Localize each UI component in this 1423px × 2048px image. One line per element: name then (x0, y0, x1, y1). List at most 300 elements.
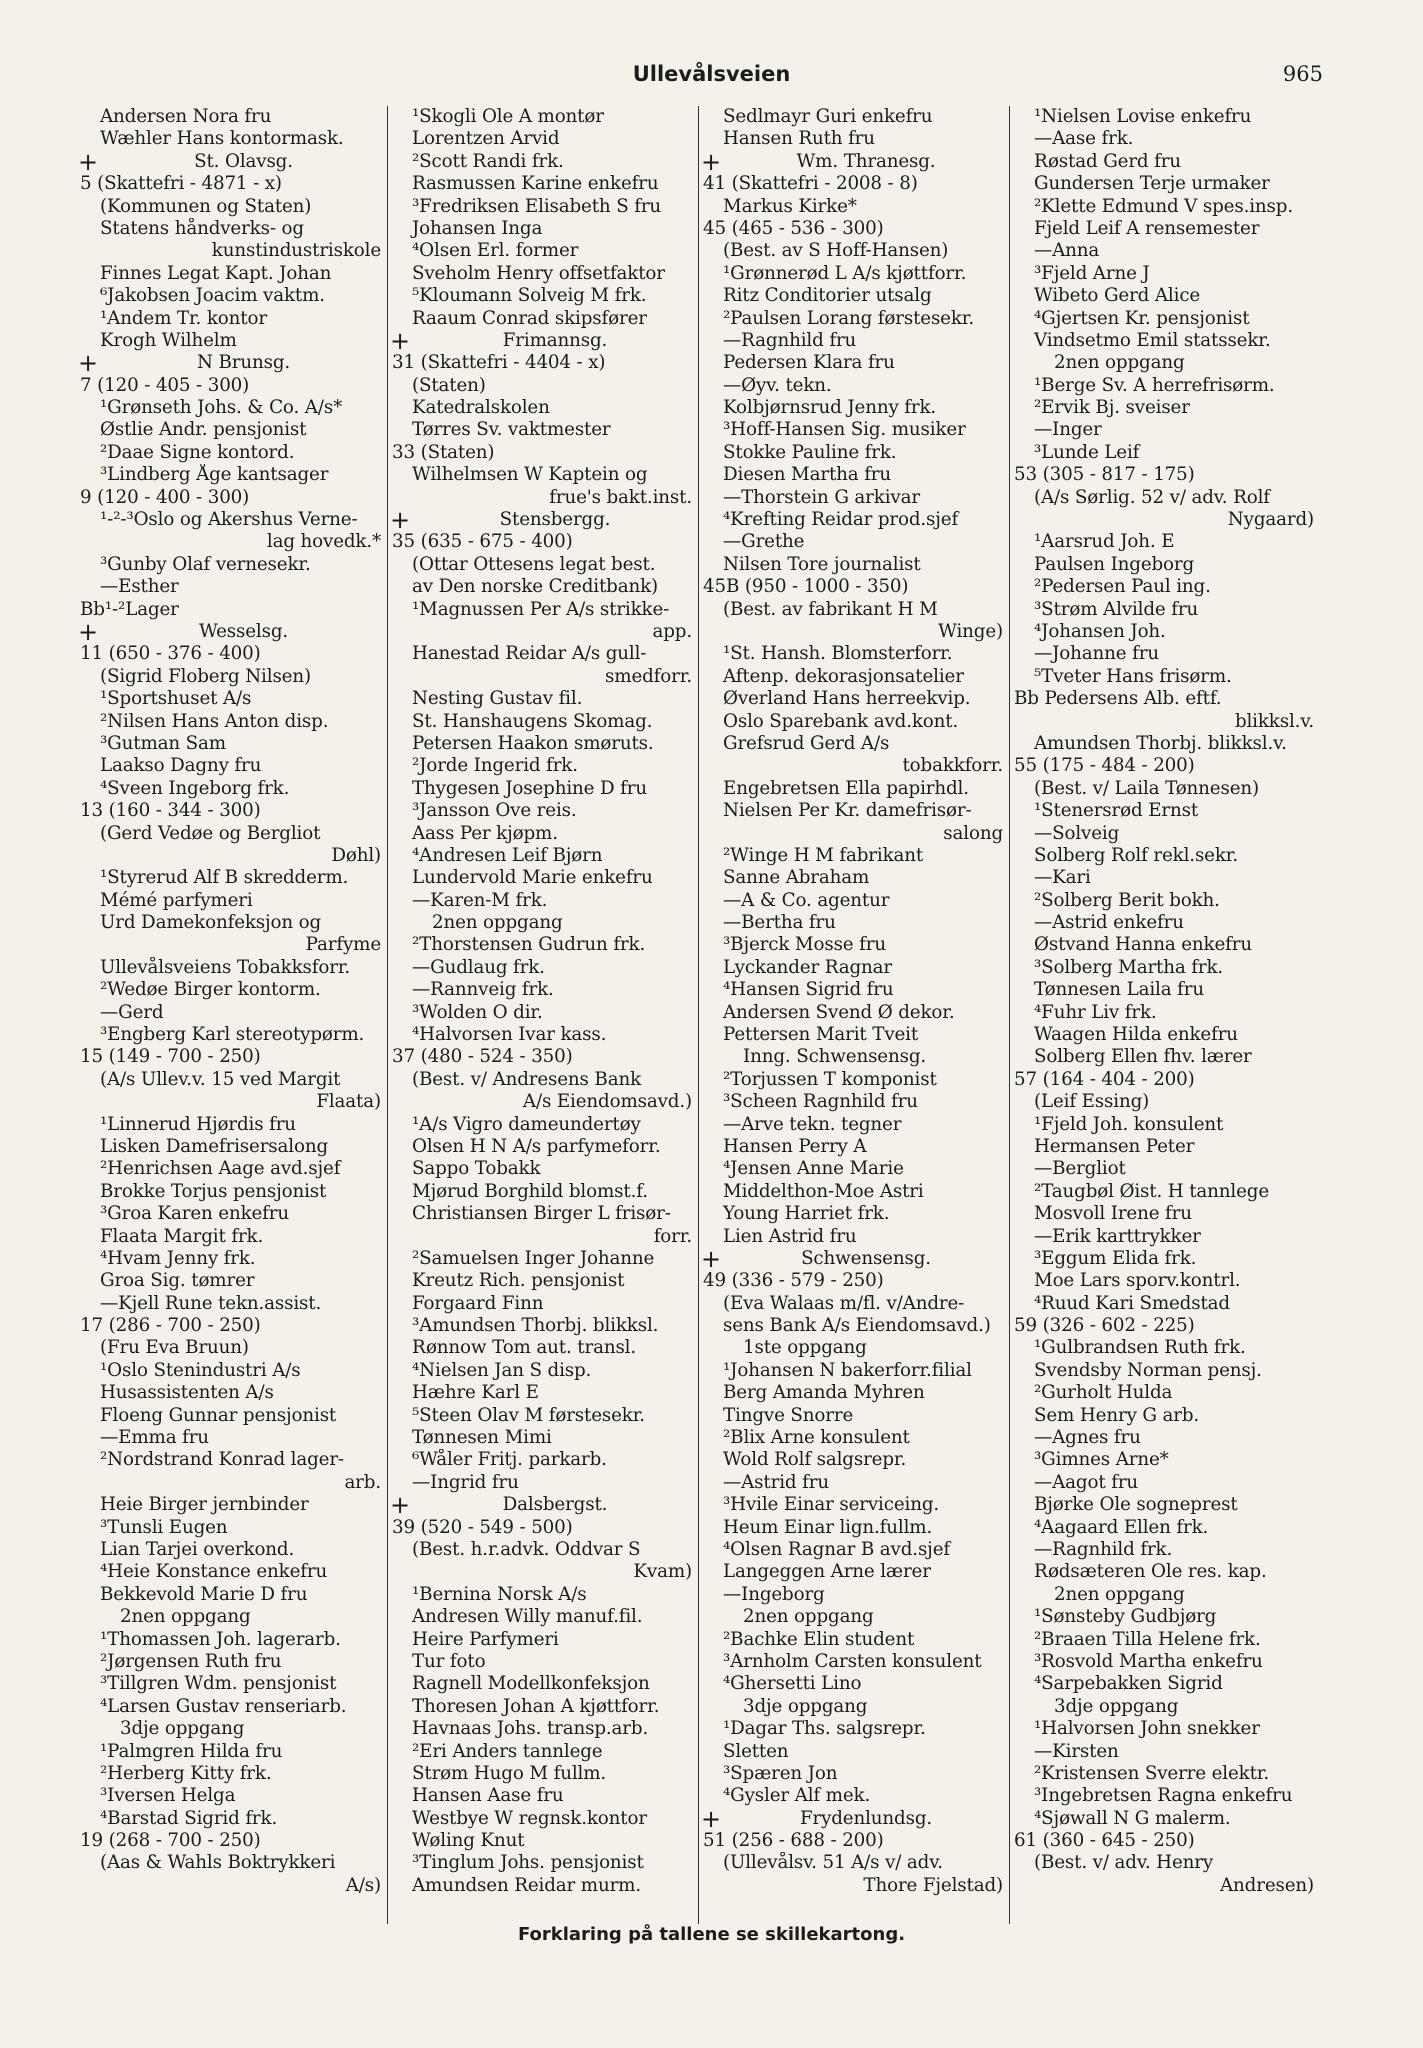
cross-street (699, 151, 1009, 173)
address-number: 59 (326 - 602 - 225) (1014, 1315, 1195, 1337)
address-number: 5 (Skattefri - 4871 - x) (80, 173, 282, 195)
directory-entry: Diesen Martha fru (723, 464, 892, 486)
directory-entry: ⁴Hansen Sigrid fru (723, 979, 894, 1001)
directory-entry: —Ragnhild fru (723, 329, 857, 351)
directory-entry: —Ingrid fru (412, 1471, 519, 1493)
directory-entry: Oslo Sparebank avd.kont. (723, 710, 959, 732)
cross-street-name: Wesselsg. (198, 620, 289, 642)
directory-entry: Ragnell Modellkonfeksjon (412, 1673, 650, 1695)
directory-entry: ¹Thomassen Joh. lagerarb. (100, 1628, 341, 1650)
directory-entry: ¹Sønsteby Gudbjørg (1034, 1606, 1217, 1628)
directory-entry: (Ottar Ottesens legat best. (412, 553, 656, 575)
directory-entry: Solberg Rolf rekl.sekr. (1034, 844, 1239, 866)
directory-entry: ³Strøm Alvilde fru (1034, 598, 1199, 620)
crossing-icon: + (78, 352, 98, 375)
directory-entry: frue's bakt.inst. (549, 486, 692, 508)
directory-entry: ⁴Ghersetti Lino (723, 1673, 862, 1695)
directory-entry: Nesting Gustav fil. (412, 688, 583, 710)
directory-entry: Raaum Conrad skipsfører (412, 307, 647, 329)
directory-entry: Kolbjørnsrud Jenny frk. (723, 397, 937, 419)
directory-entry: Gundersen Terje urmaker (1034, 173, 1270, 195)
address-number: 11 (650 - 376 - 400) (80, 643, 261, 665)
directory-entry: ⁴Aagaard Ellen frk. (1034, 1516, 1209, 1538)
address-number: 31 (Skattefri - 4404 - x) (392, 352, 606, 374)
directory-entry: Grefsrud Gerd A/s (723, 732, 890, 754)
directory-entry: ¹-²-³Oslo og Akershus Verne- (100, 509, 358, 531)
directory-entry: Sanne Abraham (723, 867, 870, 889)
directory-entry: —Solveig (1034, 822, 1120, 844)
directory-entry: (Aas & Wahls Boktrykkeri (100, 1852, 336, 1874)
directory-entry: Berg Amanda Myhren (723, 1382, 925, 1404)
directory-entry: Pettersen Marit Tveit (723, 1024, 919, 1046)
directory-entry: —Astrid fru (723, 1471, 829, 1493)
page-title: Ullevålsveien (632, 62, 791, 86)
directory-entry: Thoresen Johan A kjøttforr. (412, 1695, 660, 1717)
directory-entry: ²Bachke Elin student (723, 1628, 915, 1650)
directory-entry: ¹Skogli Ole A montør (412, 106, 604, 127)
directory-entry: ³Solberg Martha frk. (1034, 956, 1224, 978)
directory-entry: ¹Gulbrandsen Ruth frk. (1034, 1337, 1246, 1359)
column-2 (387, 106, 698, 1924)
directory-entry: Olsen H N A/s parfymeforr. (412, 1135, 661, 1157)
directory-entry: arb. (344, 1471, 381, 1493)
directory-entry: ⁴Andresen Leif Bjørn (412, 844, 603, 866)
directory-entry: Petersen Haakon smøruts. (412, 732, 654, 754)
directory-entry: ³Gunby Olaf vernesekr. (100, 553, 311, 575)
directory-entry: Forgaard Finn (412, 1292, 544, 1314)
address-number: 13 (160 - 344 - 300) (80, 800, 261, 822)
directory-entry: ³Bjerck Mosse fru (723, 934, 886, 956)
directory-entry: ²Nilsen Hans Anton disp. (100, 710, 329, 732)
directory-entry: Young Harriet frk. (723, 1203, 890, 1225)
directory-entry: ²Braaen Tilla Helene frk. (1034, 1628, 1261, 1650)
directory-entry: ³Eggum Elida frk. (1034, 1247, 1197, 1269)
directory-entry: Nilsen Tore journalist (723, 553, 921, 575)
directory-entry: ²Blix Arne konsulent (723, 1427, 910, 1449)
page-number: 965 (1282, 62, 1323, 86)
directory-entry: lag hovedk.* (266, 531, 381, 553)
address-number: 19 (268 - 700 - 250) (80, 1830, 261, 1852)
directory-entry: Svendsby Norman pensj. (1034, 1359, 1262, 1381)
directory-entry: A/s Eiendomsavd.) (522, 1091, 692, 1113)
address-number: Bb¹-²Lager (80, 598, 179, 620)
address-number: 37 (480 - 524 - 350) (392, 1046, 573, 1068)
directory-entry: —Anna (1034, 240, 1100, 262)
directory-entry: ⁴Barstad Sigrid frk. (100, 1807, 278, 1829)
directory-entry: —Gerd (100, 1001, 164, 1023)
directory-entry: —Kirsten (1034, 1740, 1119, 1762)
directory-columns (76, 106, 1320, 1924)
directory-entry: ³Groa Karen enkefru (100, 1203, 290, 1225)
directory-entry: Moe Lars sporv.kontrl. (1034, 1270, 1241, 1292)
directory-entry: ²Gurholt Hulda (1034, 1382, 1173, 1404)
directory-entry: —Bertha fru (723, 912, 836, 934)
crossing-icon: + (701, 1247, 721, 1271)
directory-entry: Amundsen Reidar murm. (412, 1874, 641, 1896)
directory-entry: ³Engberg Karl stereotypørm. (100, 1024, 365, 1046)
directory-entry: Westbye W regnsk.kontor (412, 1807, 647, 1829)
directory-entry: Mjørud Borghild blomst.f. (412, 1180, 648, 1202)
directory-entry: (Staten) (412, 374, 486, 396)
directory-entry: ²Herberg Kitty frk. (100, 1762, 272, 1784)
directory-entry: Markus Kirke* (723, 195, 857, 217)
directory-entry: ²Jørgensen Ruth fru (100, 1650, 282, 1672)
directory-entry: Lian Tarjei overkond. (100, 1539, 295, 1560)
directory-entry: Krogh Wilhelm (100, 329, 237, 351)
directory-entry: ³Ingebretsen Ragna enkefru (1034, 1785, 1293, 1807)
address-number: 45B (950 - 1000 - 350) (703, 576, 909, 598)
directory-entry: —Johanne fru (1034, 643, 1159, 665)
directory-entry: ⁴Jensen Anne Marie (723, 1158, 904, 1180)
directory-entry: Ullevålsveiens Tobakksforr. (100, 956, 351, 978)
directory-entry: 2nen oppgang (432, 912, 563, 934)
directory-entry: Lien Astrid fru (723, 1225, 857, 1247)
directory-entry: (Best. av S Hoff-Hansen) (723, 240, 949, 262)
address-number: 53 (305 - 817 - 175) (1014, 464, 1195, 486)
address-number: 33 (Staten) (392, 441, 495, 463)
cross-street-name: Frydenlundsg. (799, 1807, 933, 1829)
directory-entry: ²Eri Anders tannlege (412, 1740, 603, 1762)
directory-entry: Fjeld Leif A rensemester (1034, 217, 1260, 239)
directory-entry: ²Klette Edmund V spes.insp. (1034, 195, 1293, 217)
directory-entry: ¹Bernina Norsk A/s (412, 1583, 587, 1605)
address-number: 55 (175 - 484 - 200) (1014, 755, 1195, 777)
directory-entry: ²Pedersen Paul ing. (1034, 576, 1211, 598)
crossing-icon: + (701, 1807, 721, 1831)
directory-entry: (A/s Sørlig. 52 v/ adv. Rolf (1034, 486, 1270, 508)
directory-entry: ¹St. Hansh. Blomsterforr. (723, 643, 953, 665)
directory-entry: Floeng Gunnar pensjonist (100, 1404, 337, 1426)
directory-entry: 3dje oppgang (743, 1695, 868, 1717)
directory-entry: —Thorstein G arkivar (723, 486, 920, 508)
directory-entry: Hansen Perry A (723, 1135, 867, 1157)
directory-entry: Hansen Ruth fru (723, 128, 875, 150)
directory-entry: ²Thorstensen Gudrun frk. (412, 934, 646, 956)
directory-entry: ⁴Gysler Alf mek. (723, 1785, 871, 1807)
directory-entry: Hæhre Karl E (412, 1382, 539, 1404)
directory-entry: Sem Henry G arb. (1034, 1404, 1200, 1426)
directory-entry: ¹Stenersrød Ernst (1034, 800, 1199, 822)
column-1 (76, 106, 387, 1924)
directory-entry: —Esther (100, 576, 179, 598)
directory-entry: ¹Linnerud Hjørdis fru (100, 1113, 296, 1135)
crossing-icon: + (390, 1494, 410, 1517)
directory-entry: Strøm Hugo M fullm. (412, 1762, 607, 1784)
directory-entry: sens Bank A/s Eiendomsavd.) (723, 1315, 991, 1337)
crossing-icon: + (78, 150, 98, 174)
cross-street (388, 1494, 698, 1516)
directory-entry: Andersen Nora fru (100, 106, 272, 127)
directory-entry: Østlie Andr. pensjonist (100, 419, 307, 441)
directory-entry: Amundsen Thorbj. blikksl.v. (1034, 732, 1287, 754)
directory-entry: —Ragnhild frk. (1034, 1539, 1173, 1560)
directory-entry: Lisken Damefrisersalong (100, 1135, 329, 1157)
directory-entry: (Eva Walaas m/fl. v/Andre- (723, 1292, 965, 1314)
cross-street-name: Frimannsg. (502, 329, 608, 351)
directory-entry: St. Hanshaugens Skomag. (412, 710, 653, 732)
directory-entry: 2nen oppgang (743, 1606, 874, 1628)
directory-entry: (Sigrid Floberg Nilsen) (100, 665, 311, 687)
directory-entry: Hansen Aase fru (412, 1785, 564, 1807)
directory-entry: —Øyv. tekn. (723, 374, 832, 396)
directory-entry: ¹Johansen N bakerforr.filial (723, 1359, 972, 1381)
directory-entry: Solberg Ellen fhv. lærer (1034, 1046, 1252, 1068)
cross-street (76, 151, 387, 173)
directory-entry: ²Henrichsen Aage avd.sjef (100, 1158, 341, 1180)
directory-entry: —A & Co. agentur (723, 889, 890, 911)
directory-entry: ³Jansson Ove reis. (412, 800, 577, 822)
directory-entry: ⁴Sjøwall N G malerm. (1034, 1807, 1231, 1829)
directory-entry: ⁵Kloumann Solveig M frk. (412, 285, 647, 307)
directory-entry: Bjørke Ole sogneprest (1034, 1494, 1238, 1516)
directory-entry: 2nen oppgang (120, 1606, 251, 1628)
directory-entry: Hanestad Reidar A/s gull- (412, 643, 647, 665)
cross-street (699, 1248, 1009, 1270)
directory-entry: (A/s Ullev.v. 15 ved Margit (100, 1068, 341, 1090)
directory-entry: ³Fjeld Arne J (1034, 262, 1150, 284)
crossing-icon: + (390, 509, 410, 532)
directory-entry: ⁶Jakobsen Joacim vaktm. (100, 285, 325, 307)
directory-entry: Tingve Snorre (723, 1404, 854, 1426)
directory-entry: Johansen Inga (412, 217, 543, 239)
directory-entry: (Ullevålsv. 51 A/s v/ adv. (723, 1852, 943, 1874)
directory-entry: Sappo Tobakk (412, 1158, 541, 1180)
directory-entry: ⁴Ruud Kari Smedstad (1034, 1292, 1230, 1314)
directory-entry: Thore Fjelstad) (863, 1874, 1003, 1896)
directory-entry: ³Tinglum Johs. pensjonist (412, 1852, 644, 1874)
address-number: 9 (120 - 400 - 300) (80, 486, 250, 508)
cross-street (388, 330, 698, 352)
directory-entry: ¹Dagar Ths. salgsrepr. (723, 1718, 926, 1740)
directory-entry: ³Rosvold Martha enkefru (1034, 1650, 1263, 1672)
directory-entry: A/s) (345, 1874, 381, 1896)
directory-entry: Finnes Legat Kapt. Johan (100, 262, 332, 284)
directory-entry: Andersen Svend Ø dekor. (723, 1001, 955, 1023)
directory-entry: Lundervold Marie enkefru (412, 867, 653, 889)
address-number: 39 (520 - 549 - 500) (392, 1516, 573, 1538)
directory-entry: —Karen-M frk. (412, 889, 548, 911)
directory-entry: ²Kristensen Sverre elektr. (1034, 1762, 1270, 1784)
directory-entry: 3dje oppgang (1054, 1695, 1179, 1717)
directory-entry: Mémé parfymeri (100, 889, 253, 911)
directory-entry: —Astrid enkefru (1034, 912, 1184, 934)
directory-entry: Thygesen Josephine D fru (412, 777, 648, 799)
directory-entry: Husassistenten A/s (100, 1382, 274, 1404)
directory-entry: ²Ervik Bj. sveiser (1034, 397, 1190, 419)
directory-entry: Døhl) (331, 844, 381, 866)
directory-entry: ⁴Johansen Joh. (1034, 620, 1166, 642)
directory-entry: Waagen Hilda enkefru (1034, 1024, 1238, 1046)
address-number: 15 (149 - 700 - 250) (80, 1046, 261, 1068)
directory-entry: Tørres Sv. vaktmester (412, 419, 611, 441)
directory-entry: Nielsen Per Kr. damefrisør- (723, 800, 972, 822)
cross-street (76, 621, 387, 643)
directory-entry: —Agnes fru (1034, 1427, 1141, 1449)
address-number: 61 (360 - 645 - 250) (1014, 1830, 1195, 1852)
directory-entry: Østvand Hanna enkefru (1034, 934, 1252, 956)
directory-entry: ²Nordstrand Konrad lager- (100, 1449, 344, 1471)
directory-entry: (Kommunen og Staten) (100, 195, 312, 217)
directory-entry: 3dje oppgang (120, 1718, 245, 1740)
directory-entry: app. (652, 620, 692, 642)
directory-entry: ³Iversen Helga (100, 1785, 236, 1807)
directory-entry: ⁶Wåler Fritj. parkarb. (412, 1449, 607, 1471)
address-number: Bb Pedersens Alb. eftf. (1014, 688, 1222, 710)
directory-entry: ³Gutman Sam (100, 732, 226, 754)
directory-entry: Engebretsen Ella papirhdl. (723, 777, 969, 799)
directory-entry: Lorentzen Arvid (412, 128, 560, 150)
directory-entry: 2nen oppgang (1054, 352, 1185, 374)
directory-entry: Andresen Willy manuf.fil. (412, 1606, 643, 1628)
directory-entry: Rødsæteren Ole res. kap. (1034, 1561, 1267, 1583)
directory-entry: Inng. Schwensensg. (743, 1046, 927, 1068)
directory-entry: Tur foto (412, 1650, 486, 1672)
directory-entry: blikksl.v. (1234, 710, 1314, 732)
address-number: 45 (465 - 536 - 300) (703, 217, 884, 239)
directory-entry: Flaata Margit frk. (100, 1225, 264, 1247)
directory-entry: (Leif Essing) (1034, 1091, 1150, 1113)
directory-entry: tobakkforr. (902, 755, 1003, 777)
directory-entry: Wold Rolf salgsrepr. (723, 1449, 907, 1471)
directory-entry: Kvam) (633, 1561, 692, 1583)
directory-entry: ²Winge H M fabrikant (723, 844, 924, 866)
directory-entry: Øverland Hans herreekvip. (723, 688, 971, 710)
directory-entry: ³Fredriksen Elisabeth S fru (412, 195, 662, 217)
directory-entry: Statens håndverks- og (100, 217, 304, 239)
cross-street (699, 1808, 1009, 1830)
directory-entry: Hermansen Peter (1034, 1135, 1195, 1157)
directory-entry: —Emma fru (100, 1427, 209, 1449)
directory-entry: —Inger (1034, 419, 1102, 441)
directory-entry: ⁴Heie Konstance enkefru (100, 1561, 328, 1583)
directory-entry: Sveholm Henry offsetfaktor (412, 262, 665, 284)
column-4 (1009, 106, 1320, 1924)
directory-entry: 1ste oppgang (743, 1337, 867, 1359)
directory-entry: Wæhler Hans kontormask. (100, 128, 344, 150)
crossing-icon: + (78, 620, 98, 644)
directory-entry: ⁴Gjertsen Kr. pensjonist (1034, 307, 1250, 329)
cross-street (76, 352, 387, 374)
address-number: 7 (120 - 405 - 300) (80, 374, 250, 396)
address-number: 57 (164 - 404 - 200) (1014, 1068, 1195, 1090)
directory-entry: Groa Sig. tømrer (100, 1270, 255, 1292)
directory-entry: ¹Aarsrud Joh. E (1034, 531, 1175, 553)
directory-entry: ¹Styrerud Alf B skredderm. (100, 867, 349, 889)
directory-entry: ⁴Halvorsen Ivar kass. (412, 1024, 607, 1046)
directory-entry: Urd Damekonfeksjon og (100, 912, 322, 934)
directory-entry: ²Jorde Ingerid frk. (412, 755, 578, 777)
directory-entry: ¹Andem Tr. kontor (100, 307, 267, 329)
directory-entry: Vindsetmo Emil statssekr. (1034, 329, 1271, 351)
directory-entry: (Gerd Vedøe og Bergliot (100, 822, 321, 844)
directory-entry: Havnaas Johs. transp.arb. (412, 1718, 649, 1740)
directory-entry: smedforr. (605, 665, 692, 687)
directory-entry: ¹Fjeld Joh. konsulent (1034, 1113, 1224, 1135)
directory-entry: Stokke Pauline frk. (723, 441, 897, 463)
directory-entry: ³Scheen Ragnhild fru (723, 1091, 918, 1113)
directory-entry: ³Lindberg Åge kantsager (100, 464, 329, 486)
directory-entry: ⁴Fuhr Liv frk. (1034, 1001, 1157, 1023)
directory-entry: ²Scott Randi frk. (412, 150, 564, 172)
directory-entry: ¹Grønseth Johs. & Co. A/s* (100, 397, 343, 419)
footer-note: Forklaring på tallene se skillekartong. (517, 1924, 906, 1945)
directory-entry: ⁴Krefting Reidar prod.sjef (723, 509, 959, 531)
directory-entry: Aftenp. dekorasjonsatelier (723, 665, 964, 687)
address-number: 49 (336 - 579 - 250) (703, 1270, 884, 1292)
directory-entry: (Best. v/ Andresens Bank (412, 1068, 642, 1090)
directory-entry: —Gudlaug frk. (412, 956, 545, 978)
directory-entry: —Kari (1034, 867, 1091, 889)
directory-entry: ¹Palmgren Hilda fru (100, 1740, 283, 1762)
cross-street-name: Schwensensg. (801, 1247, 931, 1269)
directory-entry: Bekkevold Marie D fru (100, 1583, 308, 1605)
directory-entry: Winge) (938, 620, 1003, 642)
directory-entry: Andresen) (1220, 1874, 1314, 1896)
cross-street-name: St. Olavsg. (194, 150, 293, 172)
directory-entry: ²Wedøe Birger kontorm. (100, 979, 321, 1001)
directory-entry: ³Arnholm Carsten konsulent (723, 1650, 982, 1672)
directory-entry: Rønnow Tom aut. transl. (412, 1337, 637, 1359)
directory-entry: ³Gimnes Arne* (1034, 1449, 1169, 1471)
directory-entry: ²Torjussen T komponist (723, 1068, 937, 1090)
directory-entry: Røstad Gerd fru (1034, 150, 1181, 172)
directory-entry: (Fru Eva Bruun) (100, 1337, 249, 1359)
directory-entry: Pedersen Klara fru (723, 352, 895, 374)
directory-entry: Sedlmayr Guri enkefru (723, 106, 933, 127)
directory-entry: —Grethe (723, 531, 805, 553)
directory-entry: ⁴Sarpebakken Sigrid (1034, 1673, 1223, 1695)
directory-entry: Wibeto Gerd Alice (1034, 285, 1201, 307)
directory-entry: (Best. v/ Laila Tønnesen) (1034, 777, 1259, 799)
directory-entry: —Erik karttrykker (1034, 1225, 1201, 1247)
directory-entry: Langeggen Arne lærer (723, 1561, 931, 1583)
directory-entry: ³Spæren Jon (723, 1762, 838, 1784)
directory-entry: ²Daae Signe kontord. (100, 441, 295, 463)
directory-entry: Nygaard) (1227, 509, 1314, 531)
crossing-icon: + (390, 329, 410, 353)
directory-entry: ³Amundsen Thorbj. blikksl. (412, 1315, 659, 1337)
directory-entry: —Ingeborg (723, 1583, 825, 1605)
cross-street (388, 509, 698, 531)
directory-entry: Tønnesen Mimi (412, 1427, 552, 1449)
directory-entry: forr. (653, 1225, 692, 1247)
directory-entry: Paulsen Ingeborg (1034, 553, 1195, 575)
directory-entry: ²Paulsen Lorang førstesekr. (723, 307, 975, 329)
cross-street-name: N Brunsg. (196, 352, 291, 374)
address-number: 35 (635 - 675 - 400) (392, 531, 573, 553)
directory-entry: Flaata) (316, 1091, 381, 1113)
directory-entry: ⁴Sveen Ingeborg frk. (100, 777, 290, 799)
directory-entry: ¹Sportshuset A/s (100, 688, 252, 710)
cross-street-name: Stensbergg. (499, 509, 611, 531)
directory-entry: (Best. h.r.advk. Oddvar S (412, 1539, 641, 1560)
directory-entry: Wøling Knut (412, 1830, 525, 1852)
directory-entry: av Den norske Creditbank) (412, 576, 658, 598)
cross-street-name: Wm. Thranesg. (796, 150, 936, 172)
directory-entry: Wilhelmsen W Kaptein og (412, 464, 648, 486)
directory-entry: kunstindustriskole (211, 240, 381, 262)
directory-entry: Tønnesen Laila fru (1034, 979, 1204, 1001)
directory-entry: Heum Einar lign.fullm. (723, 1516, 933, 1538)
column-3 (698, 106, 1009, 1924)
directory-entry: —Arve tekn. tegner (723, 1113, 902, 1135)
directory-entry: (Best. av fabrikant H M (723, 598, 938, 620)
directory-entry: ²Taugbøl Øist. H tannlege (1034, 1180, 1270, 1202)
directory-entry: ⁴Larsen Gustav renseriarb. (100, 1695, 347, 1717)
directory-entry: —Bergliot (1034, 1158, 1126, 1180)
directory-entry: ³Hoff-Hansen Sig. musiker (723, 419, 966, 441)
directory-entry: ¹A/s Vigro dameundertøy (412, 1113, 641, 1135)
